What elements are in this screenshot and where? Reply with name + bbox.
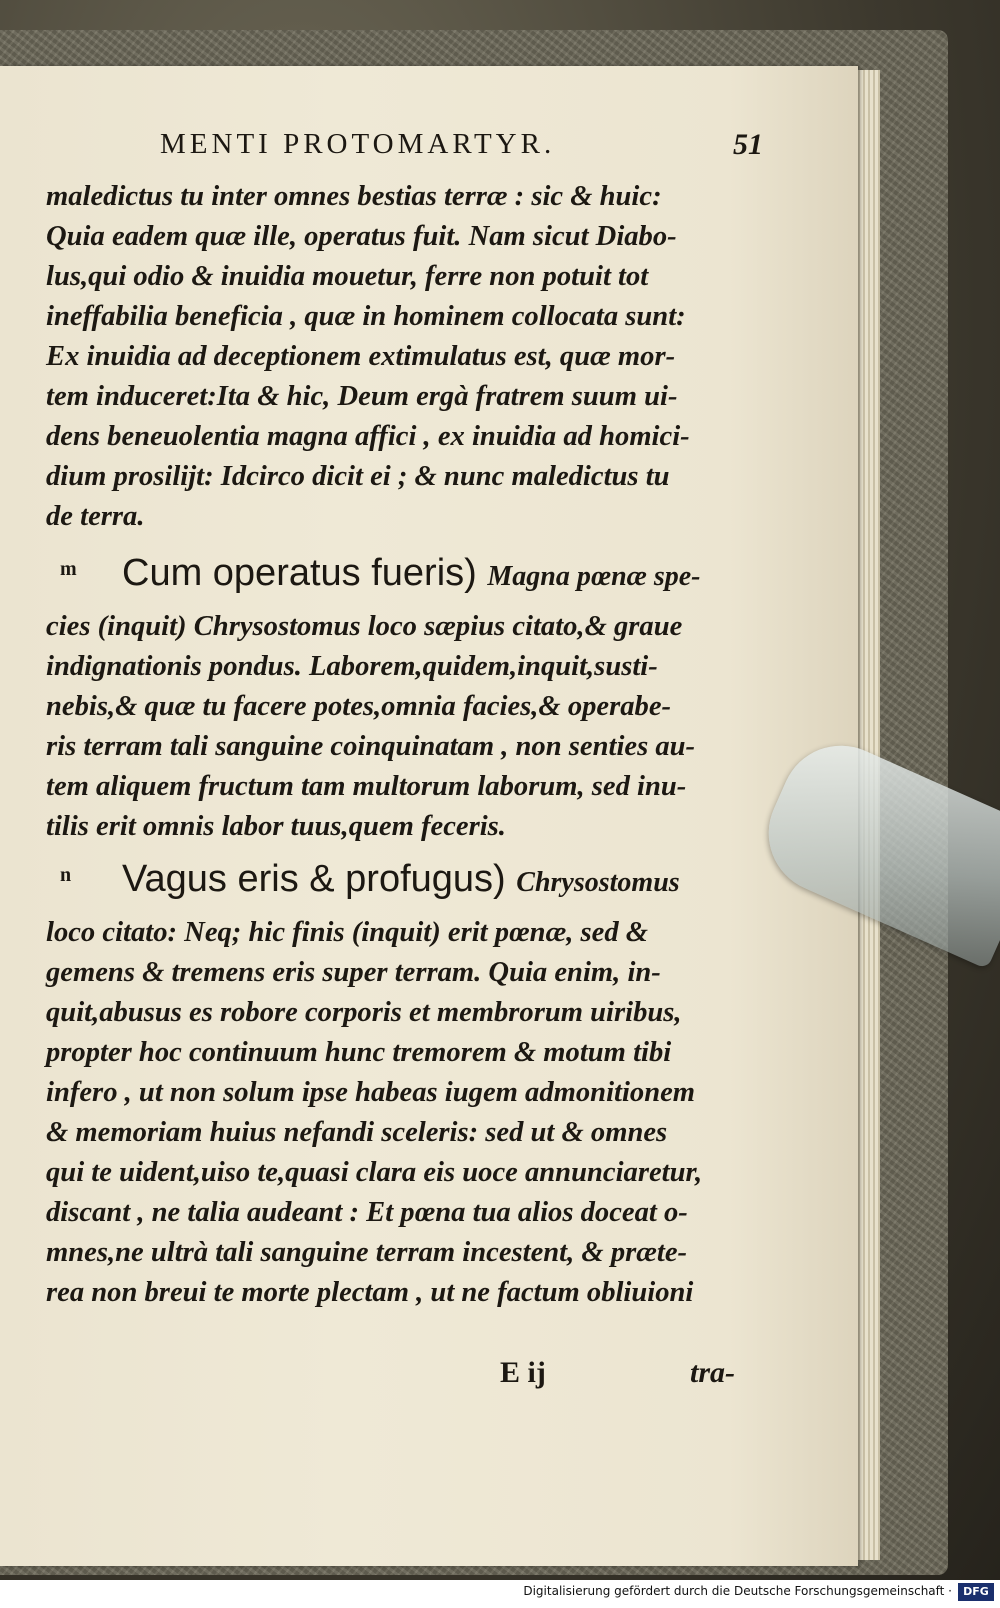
text-line: dium prosilijt: Idcirco dicit ei ; & nunc maledictus tu xyxy=(46,460,670,492)
note-lemma-m xyxy=(122,552,701,595)
lemma-continuation: Magna pœnæ spe- xyxy=(487,561,701,592)
dfg-logo: DFG xyxy=(958,1583,994,1601)
text-line: ris terram tali sanguine coinquinatam , non senties au- xyxy=(46,730,696,762)
text-line: discant , ne talia audeant : Et pœna tua alios doceat o- xyxy=(46,1196,688,1228)
signature-mark: E ij xyxy=(500,1356,546,1389)
lemma-text: Cum operatus fueris) xyxy=(122,552,477,594)
running-title: MENTI PROTOMARTYR. xyxy=(160,128,556,160)
text-line: qui te uident,uiso te,quasi clara eis uoce annunciaretur, xyxy=(46,1156,703,1188)
page-text xyxy=(0,66,858,1566)
text-line: & memoriam huius nefandi sceleris: sed ut & omnes xyxy=(46,1116,668,1148)
catchword: tra- xyxy=(690,1356,735,1389)
lemma-text: Vagus eris & profugus) xyxy=(122,858,506,900)
page-number: 51 xyxy=(733,128,763,161)
lemma-continuation: Chrysostomus xyxy=(516,867,680,898)
text-line: Ex inuidia ad deceptionem extimulatus est, quæ mor- xyxy=(46,340,676,372)
text-line: propter hoc continuum hunc tremorem & motum tibi xyxy=(46,1036,672,1068)
text-line: indignationis pondus. Laborem,quidem,inquit,susti- xyxy=(46,650,658,682)
text-line: loco citato: Neq; hic finis (inquit) erit pœnæ, sed & xyxy=(46,916,649,948)
text-line: nebis,& quæ tu facere potes,omnia facies,& operabe- xyxy=(46,690,672,722)
funding-credit: Digitalisierung gefördert durch die Deutsche Forschungsgemeinschaft · xyxy=(523,1584,952,1598)
note-lemma-n xyxy=(122,858,680,901)
text-line: tilis erit omnis labor tuus,quem feceris. xyxy=(46,810,506,842)
text-line: tem aliquem fructum tam multorum laborum, sed inu- xyxy=(46,770,687,802)
text-line: ineffabilia beneficia , quæ in hominem collocata sunt: xyxy=(46,300,686,332)
text-line: maledictus tu inter omnes bestias terræ : sic & huic: xyxy=(46,180,662,212)
text-line: Quia eadem quæ ille, operatus fuit. Nam sicut Diabo- xyxy=(46,220,677,252)
book-page xyxy=(0,66,858,1566)
text-line: infero , ut non solum ipse habeas iugem admonitionem xyxy=(46,1076,696,1108)
text-line: lus,qui odio & inuidia mouetur, ferre non potuit tot xyxy=(46,260,649,292)
note-marker-n: n xyxy=(60,864,72,886)
text-line: cies (inquit) Chrysostomus loco sæpius citato,& graue xyxy=(46,610,683,642)
text-line: de terra. xyxy=(46,500,145,532)
text-line: quit,abusus es robore corporis et membrorum uiribus, xyxy=(46,996,682,1028)
text-line: gemens & tremens eris super terram. Quia enim, in- xyxy=(46,956,661,988)
text-line: mnes,ne ultrà tali sanguine terram incestent, & præte- xyxy=(46,1236,688,1268)
note-marker-m: m xyxy=(60,558,77,580)
text-line: dens beneuolentia magna affici , ex inuidia ad homici- xyxy=(46,420,690,452)
text-line: rea non breui te morte plectam , ut ne factum obliuioni xyxy=(46,1276,694,1308)
text-line: tem induceret:Ita & hic, Deum ergà fratrem suum ui- xyxy=(46,380,678,412)
